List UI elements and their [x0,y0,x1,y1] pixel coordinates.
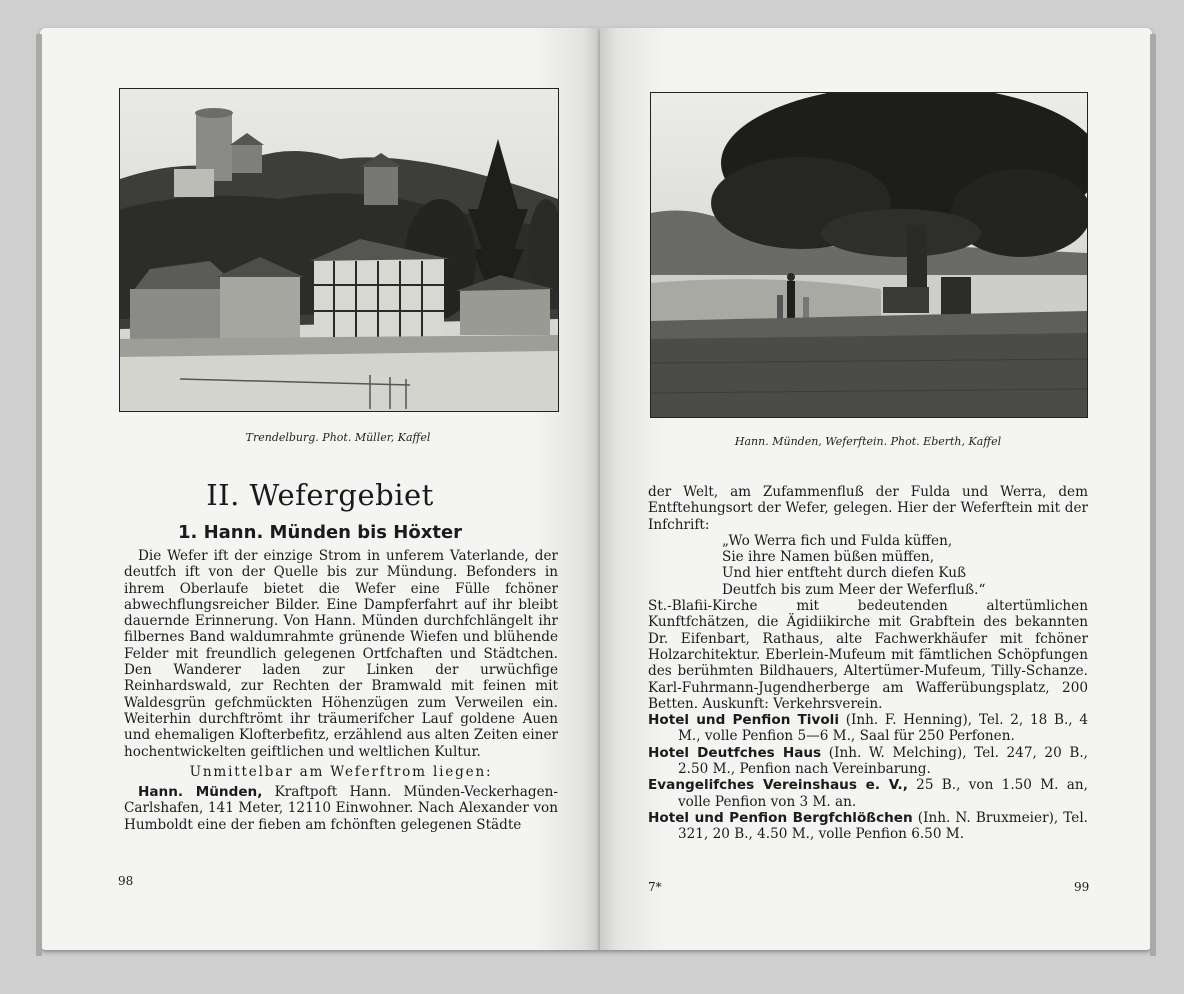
verse-line: Sie ihre Namen büßen müffen, [722,549,935,566]
verse-line: Und hier entfteht durch diefen Kuß [722,565,967,582]
left-body-text [124,548,558,833]
hotel-name: Hotel Deutfches Haus [648,744,822,761]
right-page [600,28,1152,950]
hotel-entry [648,810,1088,843]
right-body-text [648,484,1088,843]
entry-text: Kraftpoft Hann. Münden-Veckerhagen-Carlshafen, 141 Meter, 12110 Einwohner. Nach Alexander von Humboldt eine der fieben am fchönften gelegenen Städte [124,784,558,833]
hotel-entry [648,777,1088,810]
sights-paragraph: St.-Blafii-Kirche mit bedeutenden altertümlichen Kunftfchätzen, die Ägidiikirche mit Grabftein des bekannten Dr. Eifenbart, Rathaus, alte Fachwerkhäufer mit fchöner Holzarchitektur. Eberlein-Mufeum mit fämtlichen Schöpfungen des berühmten Bildhauers, Altertümer-Mufeum, Tilly-Schanze. Karl-Fuhrmann-Jugendherberge am Wafferübungsplatz, 200 Betten. Auskunft: Verkehrsverein. [648,598,1088,712]
verse-line: „Wo Werra fich und Fulda küffen, [722,532,953,549]
photo-weserstein [650,92,1088,418]
verse-line: Deutfch bis zum Meer der Weferfluß.“ [722,581,986,598]
signature-mark: 7* [648,880,662,894]
hotel-entry [648,712,1088,745]
hotel-name: Hotel und Penfion Tivoli [648,712,839,729]
chapter-title: II. Wefergebiet [206,478,434,512]
photo-caption: Trendelburg. Phot. Müller, Kaffel [245,431,431,444]
spaced-heading: Unmittelbar am Weferftrom liegen: [189,763,493,780]
page-number-left: 98 [118,874,134,888]
photo-caption: Hann. Münden, Weferftein. Phot. Eberth, Kaffel [734,435,1002,448]
hotel-details: (Inh. N. Bruxmeier), Tel. 321, 20 B., 4.50 M., volle Penfion 6.50 M. [678,809,1089,843]
continuation-paragraph: der Welt, am Zufammenfluß der Fulda und Werra, dem Entftehungsort der Wefer, gelegen. Hier der Weferftein mit der Infchrift: [648,484,1088,533]
photo-trendelburg [119,88,559,412]
intro-paragraph: Die Wefer ift der einzige Strom in unferem Vaterlande, der deutfch ift von der Quelle bis zur Mündung. Befonders in ihrem Oberlaufe bietet die Wefer eine Fülle fchöner abwechflungsreicher Bilder. Eine Dampferfahrt auf ihr bleibt dauernde Erinnerung. Von Hann. Münden durchfchlängelt ihr filbernes Band waldumrahmte grünende Wiefen und blühende Felder mit freundlich gelegenen Ortfchaften und Städtchen. Den Wanderer laden zur Linken der urwüchfige Reinhardswald, zur Rechten der Bramwald mit feinen mit Waldesgrün gefchmückten Höhenzügen zum Verweilen ein. Weiterhin durchftrömt ihr träumerifcher Lauf goldene Auen und ehemaligen Klofterbefitz, erzählend aus alten Zeiten einer hochentwickelten geiftlichen und weltlichen Kultur. [124,548,558,760]
hotel-name: Evangelifches Vereinshaus e. V., [648,777,908,794]
open-book [34,28,1156,956]
hotel-details: (Inh. W. Melching), Tel. 247, 20 B., 2.50 M., Penfion nach Vereinbarung. [678,744,1088,778]
hotel-details: 25 B., von 1.50 M. an, volle Penfion von 3 M. an. [678,777,1088,810]
section-title: 1. Hann. Münden bis Höxter [177,522,463,543]
hotel-entry [648,745,1088,778]
entry-hann-muenden [124,784,558,833]
weserstein-inscription [648,533,1088,598]
entry-name: Hann. Münden, [138,784,263,801]
page-number-right: 99 [1074,880,1090,894]
left-page [40,28,600,950]
hotel-details: (Inh. F. Henning), Tel. 2, 18 B., 4 M., volle Penfion 5—6 M., Saal für 250 Perfonen. [678,712,1088,745]
hotel-name: Hotel und Penfion Bergfchlößchen [648,809,913,826]
